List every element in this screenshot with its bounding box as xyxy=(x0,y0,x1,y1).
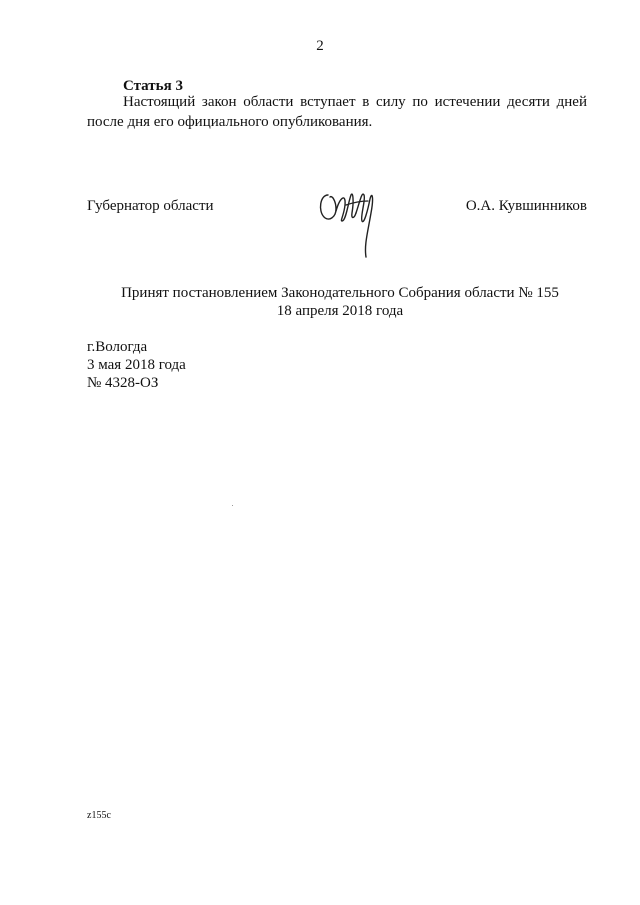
adoption-note xyxy=(0,284,640,320)
law-number: № 4328-ОЗ xyxy=(87,375,159,391)
document-code: z155c xyxy=(87,810,111,821)
governor-name: О.А. Кувшинников xyxy=(465,198,587,214)
article-heading: Статья 3 xyxy=(123,78,183,94)
place-city: г.Вологда xyxy=(87,339,148,355)
page-number: 2 xyxy=(316,38,324,54)
governor-title: Губернатор области xyxy=(87,198,214,214)
law-date: 3 мая 2018 года xyxy=(87,357,186,373)
adoption-line-1: Принят постановлением Законодательного Собрания области № 155 xyxy=(121,285,559,301)
place-date-block xyxy=(87,338,186,392)
signature-icon xyxy=(316,183,386,263)
article-body: Настоящий закон области вступает в силу по истечении десяти дней после дня его официального опубликования. xyxy=(87,94,587,130)
adoption-line-2: 18 апреля 2018 года xyxy=(276,303,404,319)
scan-dot xyxy=(232,505,233,506)
